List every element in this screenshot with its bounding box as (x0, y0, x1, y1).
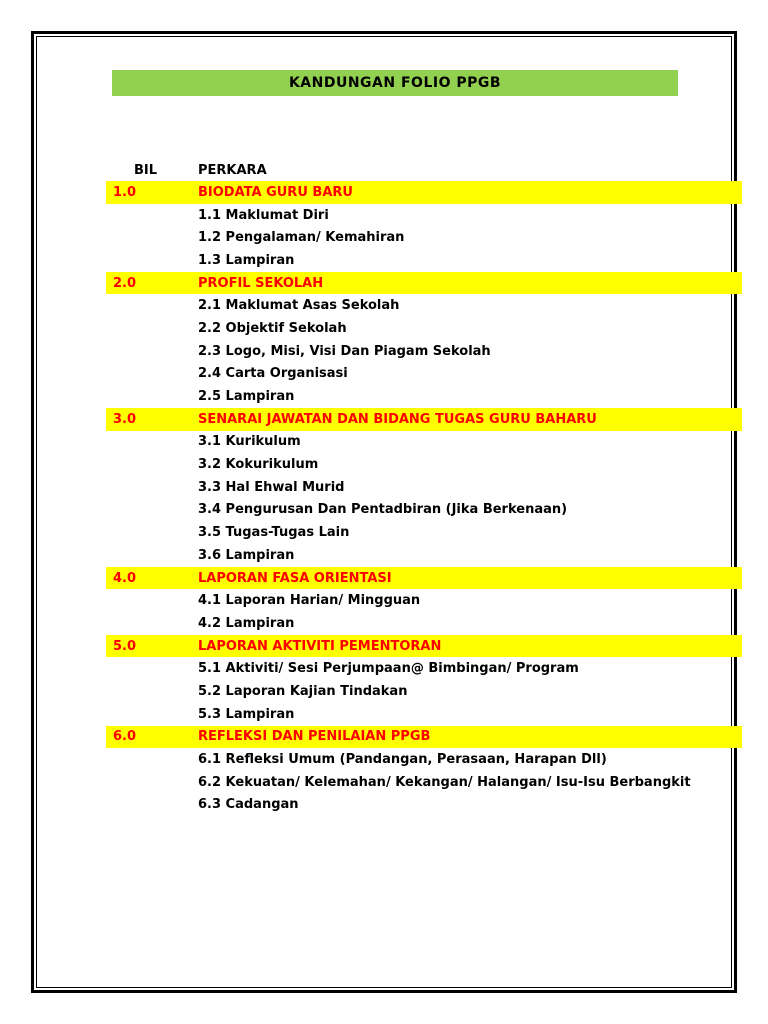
section-row (106, 272, 742, 295)
section-row (106, 726, 742, 749)
list-item (106, 612, 742, 635)
section-number: 4.0 (113, 570, 137, 586)
section-number: 3.0 (113, 411, 137, 427)
section-row (106, 567, 742, 590)
contents-list (106, 181, 742, 816)
section-title: SENARAI JAWATAN DAN BIDANG TUGAS GURU BAHARU (198, 411, 597, 427)
section-title: LAPORAN FASA ORIENTASI (198, 570, 392, 586)
list-item (106, 680, 742, 703)
list-item-text: 2.5 Lampiran (198, 389, 295, 405)
list-item-text: 1.1 Maklumat Diri (198, 207, 329, 223)
section-number: 2.0 (113, 275, 137, 291)
section-title: REFLEKSI DAN PENILAIAN PPGB (198, 729, 431, 745)
section-row (106, 408, 742, 431)
list-item-text: 2.4 Carta Organisasi (198, 366, 348, 382)
list-item (106, 363, 742, 386)
list-item (106, 317, 742, 340)
list-item-text: 3.3 Hal Ehwal Murid (198, 479, 345, 495)
section-number: 6.0 (113, 729, 137, 745)
list-item (106, 453, 742, 476)
list-item (106, 226, 742, 249)
list-item (106, 544, 742, 567)
list-item-text: 3.2 Kokurikulum (198, 457, 319, 473)
list-item-text: 3.1 Kurikulum (198, 434, 301, 450)
section-title: LAPORAN AKTIVITI PEMENTORAN (198, 638, 442, 654)
section-row (106, 635, 742, 658)
section-title: BIODATA GURU BARU (198, 184, 353, 200)
list-item-text: 4.1 Laporan Harian/ Mingguan (198, 593, 421, 609)
column-header-bil: BIL (134, 162, 158, 178)
list-item-text: 6.1 Refleksi Umum (Pandangan, Perasaan, Harapan Dll) (198, 752, 607, 768)
list-item (106, 589, 742, 612)
list-item (106, 499, 742, 522)
list-item (106, 431, 742, 454)
list-item-text: 5.2 Laporan Kajian Tindakan (198, 683, 408, 699)
list-item (106, 771, 742, 794)
list-item (106, 249, 742, 272)
list-item-text: 3.4 Pengurusan Dan Pentadbiran (Jika Berkenaan) (198, 502, 568, 518)
list-item (106, 204, 742, 227)
list-item (106, 748, 742, 771)
list-item-text: 1.3 Lampiran (198, 252, 295, 268)
section-number: 1.0 (113, 184, 137, 200)
list-item-text: 3.5 Tugas-Tugas Lain (198, 525, 350, 541)
list-item-text: 4.2 Lampiran (198, 615, 295, 631)
list-item-text: 2.2 Objektif Sekolah (198, 320, 347, 336)
document-title: KANDUNGAN FOLIO PPGB (112, 70, 678, 96)
list-item-text: 1.2 Pengalaman/ Kemahiran (198, 230, 405, 246)
section-title: PROFIL SEKOLAH (198, 275, 324, 291)
list-item-text: 5.1 Aktiviti/ Sesi Perjumpaan@ Bimbingan/ Program (198, 661, 579, 677)
list-item-text: 3.6 Lampiran (198, 547, 295, 563)
list-item-text: 2.3 Logo, Misi, Visi Dan Piagam Sekolah (198, 343, 491, 359)
section-row (106, 181, 742, 204)
list-item (106, 476, 742, 499)
list-item-text: 2.1 Maklumat Asas Sekolah (198, 298, 400, 314)
list-item-text: 6.2 Kekuatan/ Kelemahan/ Kekangan/ Halangan/ Isu-Isu Berbangkit (198, 774, 691, 790)
list-item (106, 794, 742, 817)
list-item (106, 657, 742, 680)
list-item (106, 521, 742, 544)
list-item-text: 6.3 Cadangan (198, 797, 299, 813)
column-header-perkara: PERKARA (198, 162, 267, 178)
list-item (106, 703, 742, 726)
section-number: 5.0 (113, 638, 137, 654)
list-item (106, 294, 742, 317)
list-item-text: 5.3 Lampiran (198, 706, 295, 722)
list-item (106, 340, 742, 363)
list-item (106, 385, 742, 408)
